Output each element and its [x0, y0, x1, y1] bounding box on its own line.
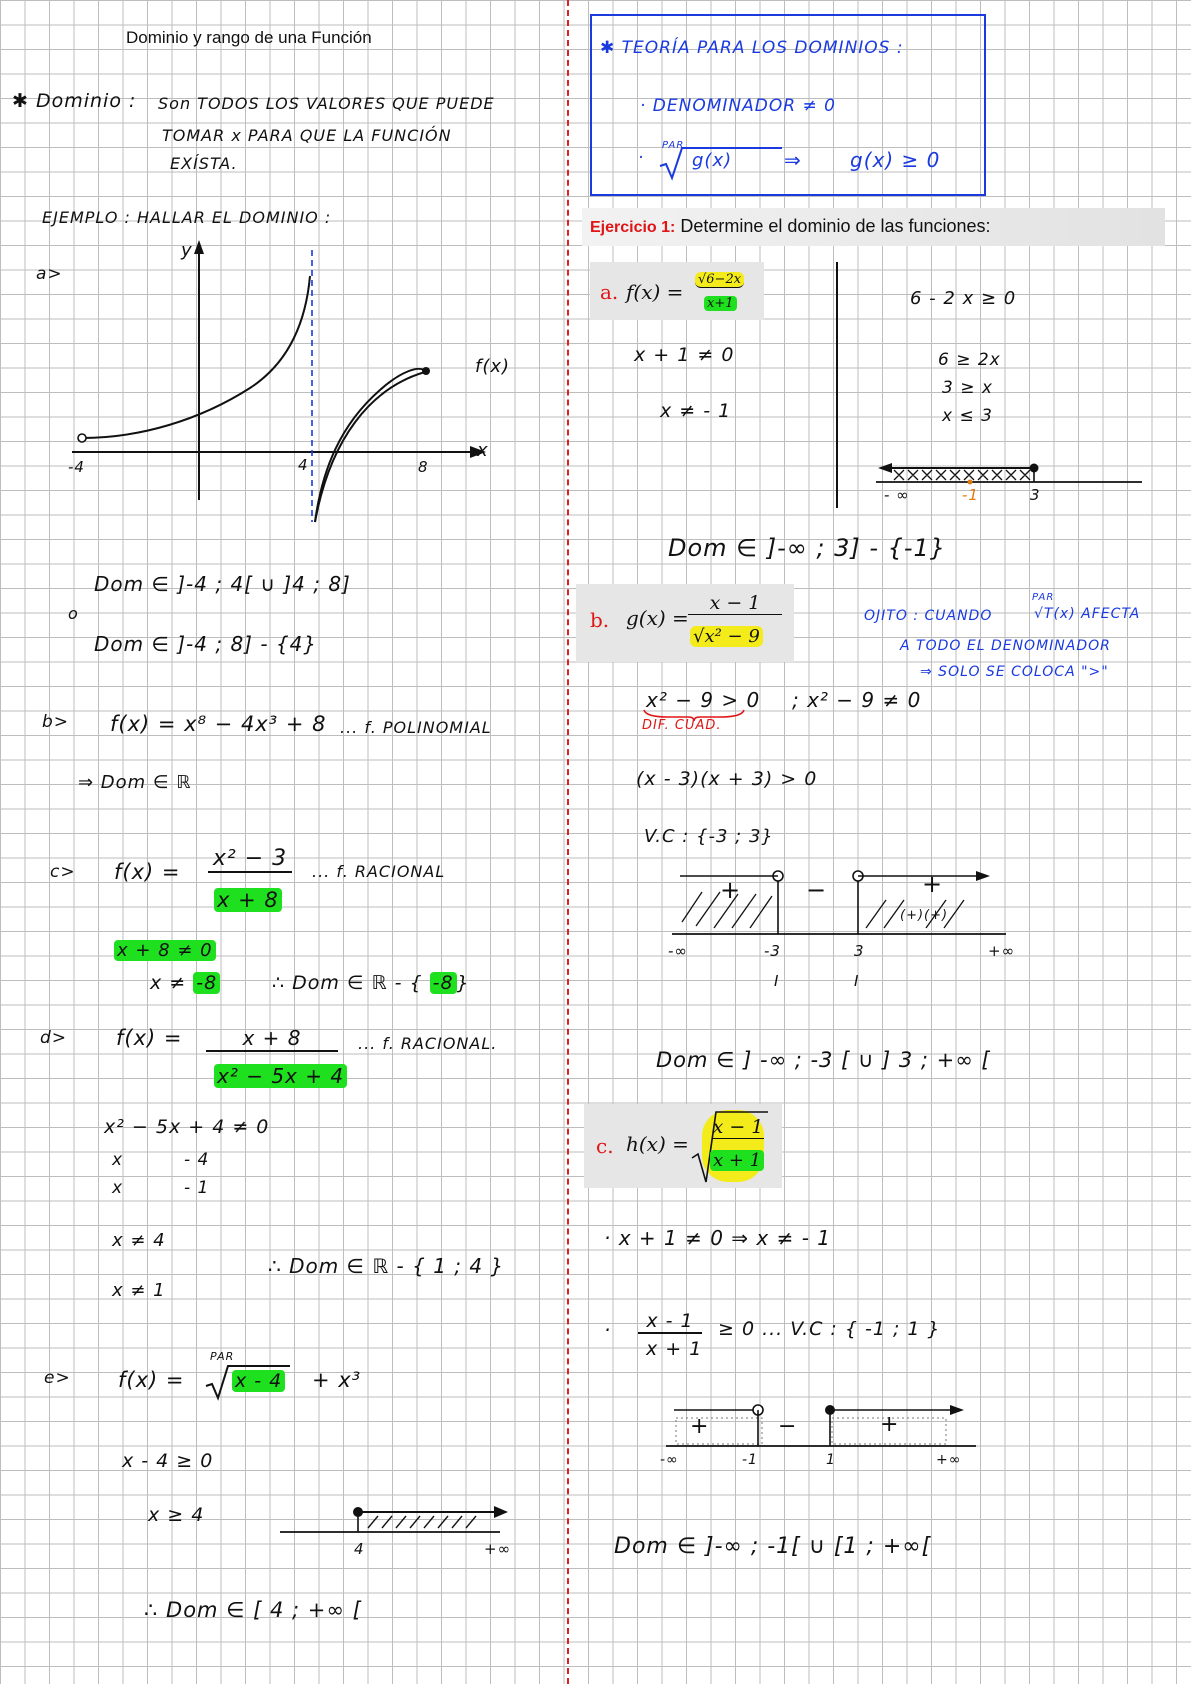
- d-dom: ∴ Dom ∈ ℝ - { 1 ; 4 }: [268, 1254, 505, 1278]
- b-note-2: A TODO EL DENOMINADOR: [900, 638, 1111, 654]
- a-numerator: √6−2x: [695, 272, 744, 288]
- graph-tick: -4: [68, 458, 85, 476]
- page-title: Dominio y rango de una Función: [126, 28, 372, 47]
- a-right-2: 6 ≥ 2x: [938, 350, 1001, 370]
- b-tick: +∞: [988, 942, 1016, 960]
- b-note-par: PAR: [1032, 592, 1055, 603]
- c-step-1: · x + 1 ≠ 0 ⇒ x ≠ - 1: [604, 1226, 832, 1250]
- item-b-label: b>: [42, 712, 70, 732]
- b-step-2: (x - 3)(x + 3) > 0: [636, 768, 818, 790]
- function-graph: [60, 240, 510, 530]
- ejemplo-heading: EJEMPLO : HALLAR EL DOMINIO :: [42, 208, 332, 227]
- b-mark: I: [774, 972, 780, 990]
- e-radicand: x - 4: [232, 1370, 285, 1392]
- e-dom: ∴ Dom ∈ [ 4 ; +∞ [: [144, 1598, 362, 1622]
- d-factor-b1: - 4: [184, 1150, 210, 1170]
- c-type: ... f. RACIONAL: [312, 862, 446, 881]
- c-dom: Dom ∈ ]-∞ ; -1[ ∪ [1 ; +∞[: [614, 1534, 932, 1559]
- a-line-mid: -1: [962, 486, 979, 504]
- c-fx: f(x) =: [114, 860, 181, 884]
- b-note-3: ⇒ SOLO SE COLOCA ">": [920, 664, 1109, 680]
- page-divider: [567, 0, 569, 1684]
- b-sign-2: −: [806, 876, 828, 904]
- graph-fx-label: f(x): [475, 356, 511, 377]
- item-e-label: e>: [44, 1368, 71, 1388]
- d-denominator: x² − 5x + 4: [214, 1064, 347, 1088]
- theory-item-1: · DENOMINADOR ≠ 0: [640, 96, 836, 116]
- dominio-def-1: Son TODOS LOS VALORES QUE PUEDE: [158, 94, 495, 113]
- a-dom: Dom ∈ ]-∞ ; 3] - {-1}: [668, 534, 947, 562]
- b-vc: V.C : {-3 ; 3}: [644, 826, 774, 847]
- b-letter: b.: [590, 608, 610, 632]
- d-factor-b2: - 1: [184, 1178, 210, 1198]
- b-function: f(x) = x⁸ − 4x³ + 8: [110, 712, 327, 736]
- a-line-right: 3: [1030, 486, 1041, 504]
- open-point-left: [78, 434, 86, 442]
- c-fx: h(x) =: [626, 1132, 689, 1156]
- a-dom-2: Dom ∈ ]-4 ; 8] - {4}: [94, 632, 318, 656]
- e-step-2: x ≥ 4: [148, 1504, 205, 1526]
- d-factor-a2: x: [112, 1178, 124, 1198]
- d-step-1: x² − 5x + 4 ≠ 0: [104, 1116, 270, 1138]
- curve-right: [315, 369, 426, 522]
- curve-left: [82, 276, 310, 438]
- c-denominator: x + 1: [710, 1150, 764, 1171]
- b-dom: Dom ∈ ] -∞ ; -3 [ ∪ ] 3 ; +∞ [: [656, 1048, 991, 1072]
- c-tick: -1: [742, 1452, 758, 1468]
- c-step-2: x ≠ -8: [150, 972, 220, 994]
- a-denominator: x+1: [704, 296, 737, 311]
- exercise-heading: Ejercicio 1: Determine el dominio de las funciones:: [590, 216, 991, 236]
- theory-title: ✱ TEORÍA PARA LOS DOMINIOS :: [600, 38, 904, 58]
- d-factor-a1: x: [112, 1150, 124, 1170]
- c-step-2-rest: ≥ 0 ... V.C : { -1 ; 1 }: [718, 1318, 941, 1340]
- e-par: PAR: [210, 1350, 235, 1363]
- b-step-1a: x² − 9 > 0: [646, 688, 761, 712]
- item-d-label: d>: [40, 1028, 68, 1048]
- b-dif-label: DIF. CUAD.: [642, 718, 722, 733]
- c-sign-1: +: [690, 1414, 710, 1439]
- c-sign-3: +: [880, 1412, 900, 1437]
- d-fx: f(x) =: [116, 1026, 183, 1050]
- theory-radicand: g(x): [692, 150, 733, 171]
- a-fx: f(x) =: [626, 280, 684, 304]
- b-note-1b: √T(x) AFECTA: [1034, 606, 1141, 622]
- d-numerator: x + 8: [206, 1026, 338, 1052]
- a-or: o: [68, 604, 79, 623]
- dominio-def-3: EXÍSTA.: [170, 154, 238, 173]
- e-number-line: [280, 1496, 520, 1546]
- a-right-1: 6 - 2 x ≥ 0: [910, 288, 1017, 309]
- b-dom: ⇒ Dom ∈ ℝ: [78, 772, 192, 793]
- a-dom-1: Dom ∈ ]-4 ; 4[ ∪ ]4 ; 8]: [94, 572, 351, 596]
- b-sign-3: +: [922, 870, 944, 898]
- item-c-label: c>: [50, 862, 76, 882]
- b-mark: I: [854, 972, 860, 990]
- a-number-line: [876, 452, 1146, 492]
- y-axis-arrow: [194, 240, 204, 254]
- c-letter: c.: [596, 1134, 614, 1158]
- e-plus-term: + x³: [312, 1368, 362, 1392]
- c-sign-2: −: [778, 1414, 798, 1439]
- e-line-right: +∞: [484, 1540, 512, 1558]
- c-dot: ·: [604, 1318, 612, 1342]
- a-right-3: 3 ≥ x: [942, 378, 993, 398]
- b-tick: -∞: [668, 942, 688, 960]
- c-step-2-num: x - 1: [638, 1310, 702, 1334]
- b-sign-4: (+)(+): [900, 908, 949, 923]
- theory-implies: ⇒: [784, 148, 802, 172]
- a-letter: a.: [600, 280, 619, 304]
- b-note-1: OJITO : CUANDO: [864, 608, 993, 624]
- graph-tick: 8: [418, 458, 429, 476]
- b-numerator: x − 1: [688, 592, 782, 615]
- e-step-1: x - 4 ≥ 0: [122, 1450, 214, 1472]
- theory-result: g(x) ≥ 0: [850, 148, 941, 172]
- graph-y-label: y: [181, 240, 193, 261]
- b-fx: g(x) =: [626, 606, 689, 630]
- item-a-label: a>: [36, 264, 63, 284]
- c-numerator: x − 1: [712, 1116, 764, 1138]
- dominio-label: ✱ Dominio :: [12, 90, 137, 112]
- graph-tick: 4: [298, 456, 309, 474]
- e-line-left: 4: [354, 1540, 365, 1558]
- c-tick: 1: [826, 1452, 836, 1468]
- b-tick: 3: [854, 942, 865, 960]
- a-vertical-divider: [836, 262, 838, 508]
- theory-par: PAR: [662, 140, 685, 151]
- a-step-1: x + 1 ≠ 0: [634, 344, 735, 366]
- b-denominator: √x² − 9: [690, 626, 763, 647]
- b-type: ... f. POLINOMIAL: [340, 718, 492, 737]
- c-dom: ∴ Dom ∈ ℝ - { -8 }: [272, 972, 470, 994]
- c-step-1: x + 8 ≠ 0: [114, 940, 216, 961]
- c-denominator: x + 8: [214, 888, 282, 912]
- graph-x-label: x: [477, 440, 489, 461]
- e-fx: f(x) =: [118, 1368, 185, 1392]
- theory-dot: ·: [638, 148, 645, 168]
- b-sign-1: +: [720, 876, 742, 904]
- c-tick: -∞: [660, 1452, 679, 1468]
- a-step-2: x ≠ - 1: [660, 400, 732, 422]
- c-sign-chart: [666, 1396, 986, 1452]
- d-type: ... f. RACIONAL.: [358, 1034, 498, 1053]
- b-tick: -3: [764, 942, 781, 960]
- d-sol-1: x ≠ 4: [112, 1230, 166, 1251]
- c-numerator: x² − 3: [208, 846, 292, 873]
- c-tick: +∞: [936, 1452, 962, 1468]
- c-step-2-den: x + 1: [646, 1338, 703, 1360]
- b-step-1b: ; x² − 9 ≠ 0: [792, 688, 922, 712]
- a-right-4: x ≤ 3: [942, 406, 993, 426]
- dominio-def-2: TOMAR x PARA QUE LA FUNCIÓN: [162, 126, 452, 145]
- d-sol-2: x ≠ 1: [112, 1280, 166, 1301]
- a-line-left: - ∞: [884, 486, 910, 504]
- closed-point-right: [422, 367, 430, 375]
